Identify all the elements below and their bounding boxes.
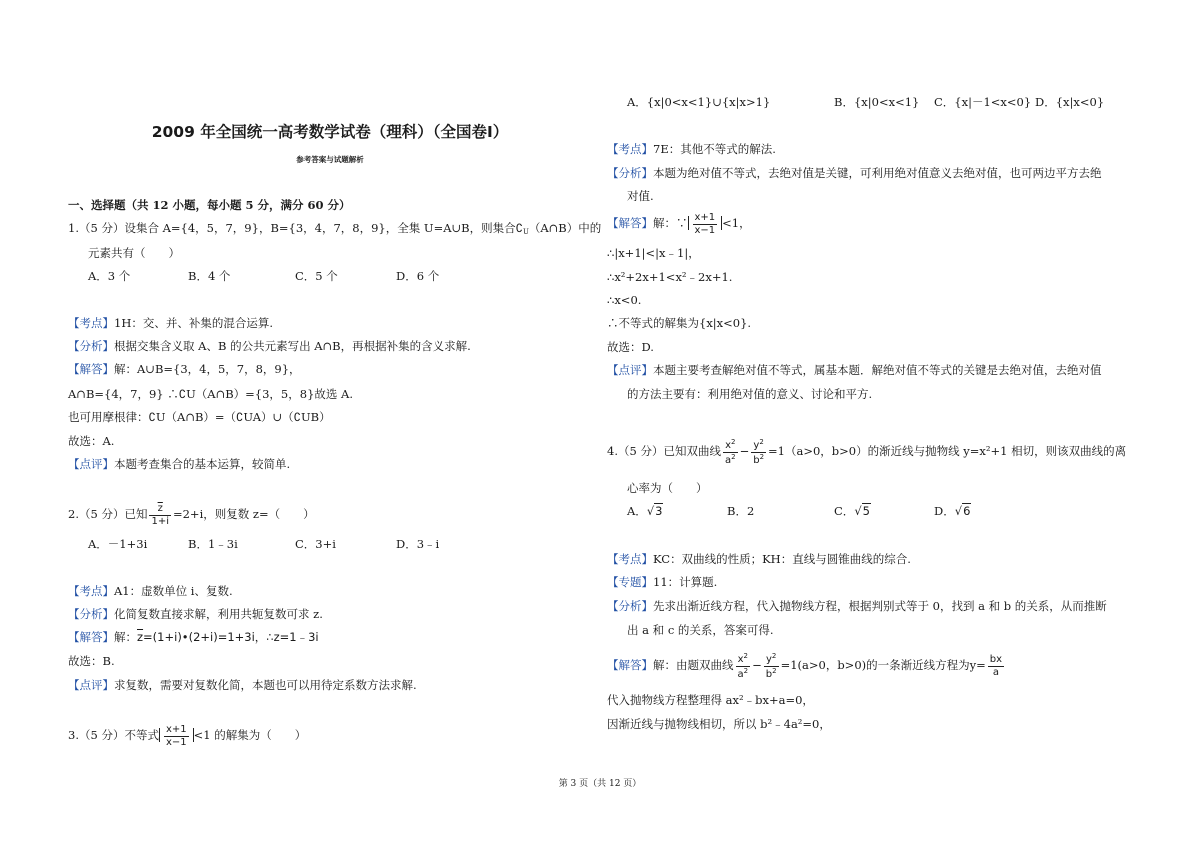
q3-fenxi-cont: 对值. bbox=[627, 189, 654, 203]
q4-option-c: C．√5 bbox=[834, 504, 870, 518]
q3-dianping: 【点评】本题主要考查解绝对值不等式，属基本题．解绝对值不等式的关键是去绝对值，去绝对值 bbox=[607, 363, 1102, 377]
q4-fenxi: 【分析】先求出渐近线方程，代入抛物线方程，根据判别式等于 0，找到 a 和 b 的关系，从而推断 bbox=[607, 599, 1107, 613]
q4-kaodian: 【考点】KC：双曲线的性质；KH：直线与圆锥曲线的综合. bbox=[607, 552, 911, 566]
q1-stem: 1.（5 分）设集合 A={4，5，7，9}，B={3，4，7，8，9}，全集 U=A∪B，则集合$∁_U(A\cap B)$中的 bbox=[68, 221, 602, 236]
q1-jieda-line3: 也可用摩根律：∁U（A∩B）=（∁UA）∪（∁UB） bbox=[68, 410, 331, 424]
q3-option-a: A．{x|0<x<1}∪{x|x>1} bbox=[627, 95, 771, 109]
q3-step-1: ∴|x+1|<|x﹣1|， bbox=[607, 246, 700, 260]
q3-jieda: 【解答】解：∵ $\frac{x+1}{x-1}$ <1， bbox=[607, 212, 751, 236]
q2-option-a: A．－1+3i bbox=[88, 537, 148, 551]
q1-stem-cont: 元素共有（ ） bbox=[88, 246, 180, 260]
q2-stem: 2.（5 分）已知 $\frac{\overline{z}}{1+i}$ =2+i，则复数 z=（ ） bbox=[68, 503, 315, 527]
q2-jieda: 【解答】解：$\overline{z}=(1+i)•(2+i)=1+3i$，∴z=1﹣3i bbox=[68, 630, 319, 644]
q3-option-c: C．{x|－1<x<0} bbox=[934, 95, 1032, 109]
q1-answer: 故选：A. bbox=[68, 434, 115, 448]
q1-jieda-line2: A∩B={4，7，9} ∴∁U（A∩B）={3，5，8}故选 A. bbox=[68, 387, 354, 401]
q3-dianping-cont: 的方法主要有：利用绝对值的意义、讨论和平方. bbox=[627, 387, 873, 401]
page-title: 2009 年全国统一高考数学试卷（理科）（全国卷Ⅰ） bbox=[151, 123, 509, 141]
q1-option-a: A．3 个 bbox=[88, 269, 131, 283]
q4-jieda: 【解答】解：由题双曲线 $\frac{x^2}{a^2}$ − $\frac{y^2}{b^2}$ =1(a>0，b>0)的一条渐近线方程为y= $\frac{bx}{a}$ bbox=[607, 652, 1003, 680]
q4-stem-cont: 心率为（ ） bbox=[627, 481, 708, 495]
q2-option-d: D．3﹣i bbox=[396, 537, 440, 551]
q4-option-d: D．√6 bbox=[934, 504, 971, 518]
q1-jieda: 【解答】解：A∪B={3，4，5，7，8，9}， bbox=[68, 362, 301, 376]
q2-answer: 故选：B. bbox=[68, 654, 115, 668]
q1-option-c: C．5 个 bbox=[295, 269, 338, 283]
q4-stem: 4.（5 分）已知双曲线 $\frac{x^2}{a^2}$ − $\frac{y^2}{b^2}$ =1（a>0，b>0）的渐近线与抛物线 y=x²+1 相切，则该双曲线的离 bbox=[607, 438, 1127, 466]
q4-step-2: 因渐近线与抛物线相切，所以 b²﹣4a²=0， bbox=[607, 717, 831, 731]
page-subtitle: 参考答案与试题解析 bbox=[296, 155, 364, 164]
q1-option-d: D．6 个 bbox=[396, 269, 440, 283]
q1-kaodian: 【考点】1H：交、并、补集的混合运算. bbox=[68, 316, 273, 330]
page-footer: 第 3 页（共 12 页） bbox=[558, 779, 642, 789]
q4-fenxi-cont: 出 a 和 c 的关系，答案可得. bbox=[627, 623, 774, 637]
q3-fraction: $\frac{x+1}{x-1}$ bbox=[165, 724, 187, 748]
q1-dianping: 【点评】本题考查集合的基本运算，较简单. bbox=[68, 457, 291, 471]
q1-option-b: B．4 个 bbox=[188, 269, 231, 283]
q3-step-2: ∴x²+2x+1<x²﹣2x+1. bbox=[607, 270, 733, 284]
q3-step-4: ∴不等式的解集为{x|x<0}. bbox=[607, 316, 752, 330]
q3-kaodian: 【考点】7E：其他不等式的解法. bbox=[607, 142, 776, 156]
section-heading: 一、选择题（共 12 小题，每小题 5 分，满分 60 分） bbox=[68, 198, 351, 212]
q2-option-b: B．1﹣3i bbox=[188, 537, 238, 551]
q2-fraction: $\frac{\overline{z}}{1+i}$ bbox=[151, 503, 169, 527]
q4-step-1: 代入抛物线方程整理得 ax²﹣bx+a=0， bbox=[607, 693, 814, 707]
q3-answer: 故选：D. bbox=[607, 340, 654, 354]
q2-fenxi: 【分析】化简复数直接求解，利用共轭复数可求 z. bbox=[68, 607, 323, 621]
q4-option-b: B．2 bbox=[727, 504, 755, 518]
q3-stem: 3.（5 分）不等式 $\frac{x+1}{x-1}$ <1 的解集为（ ） bbox=[68, 724, 307, 748]
q4-zhuanti: 【专题】11：计算题. bbox=[607, 575, 718, 589]
q1-fenxi: 【分析】根据交集含义取 A、B 的公共元素写出 A∩B，再根据补集的含义求解. bbox=[68, 339, 471, 353]
q2-dianping: 【点评】求复数，需要对复数化简，本题也可以用待定系数方法求解. bbox=[68, 678, 417, 692]
q3-option-d: D．{x|x<0} bbox=[1035, 95, 1105, 109]
q3-step-3: ∴x<0. bbox=[607, 293, 642, 307]
q2-option-c: C．3+i bbox=[295, 537, 336, 551]
q4-option-a: A．√3 bbox=[627, 504, 663, 518]
q2-kaodian: 【考点】A1：虚数单位 i、复数. bbox=[68, 584, 233, 598]
q3-fenxi: 【分析】本题为绝对值不等式，去绝对值是关键，可利用绝对值意义去绝对值，也可两边平方去绝 bbox=[607, 166, 1102, 180]
q3-option-b: B．{x|0<x<1} bbox=[834, 95, 920, 109]
